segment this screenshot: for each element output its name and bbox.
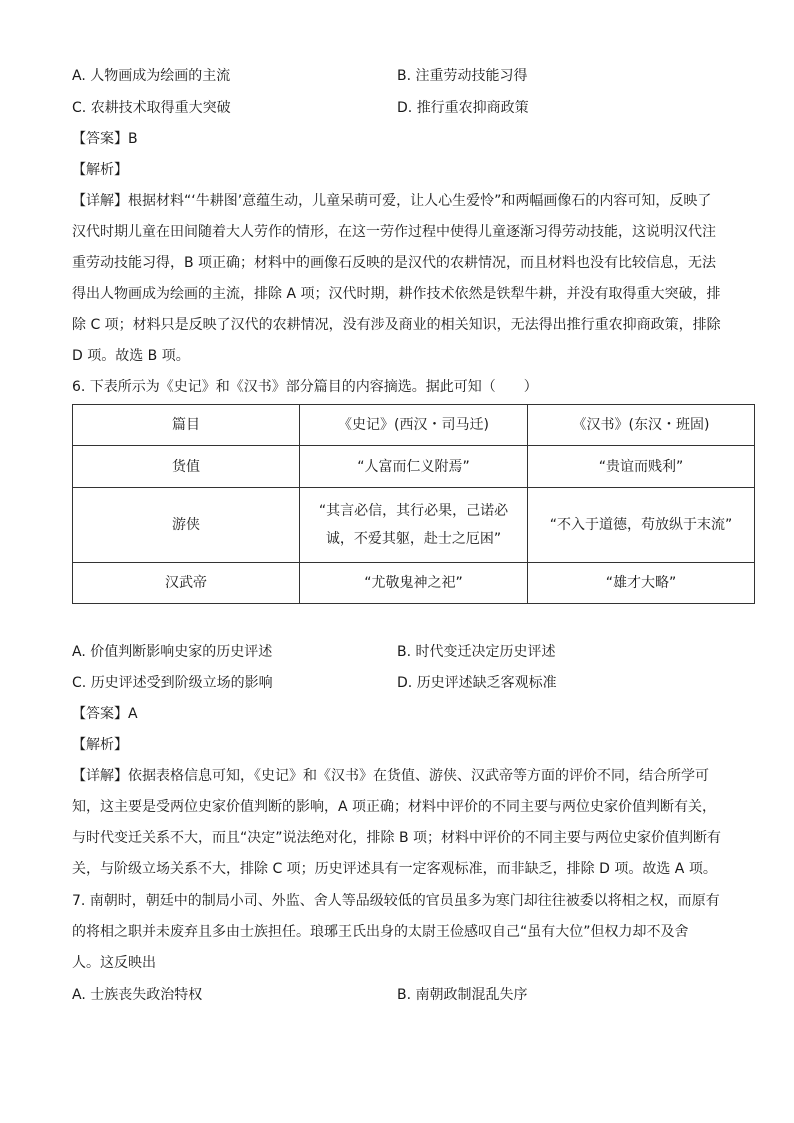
analysis-label: 【解析】: [72, 737, 128, 753]
table-header-cell: 《史记》(西汉・司马迁): [300, 405, 528, 446]
table-cell: “尤敬鬼神之祀”: [300, 563, 528, 604]
question-7-stem: 人。这反映出: [72, 955, 156, 971]
analysis-label: 【解析】: [72, 162, 128, 178]
answer-label: 【答案】A: [72, 706, 138, 722]
table-header-row: [73, 405, 755, 446]
detail-line: 除 C 项；材料只是反映了汉代的农耕情况，没有涉及商业的相关知识，无法得出推行重农抑商政策，排除: [72, 317, 721, 333]
comparison-table: [72, 404, 755, 604]
table-row: [73, 488, 755, 563]
table-cell-line: 诚，不爱其躯，赴士之厄困”: [325, 531, 502, 547]
option-c: C. 历史评述受到阶级立场的影响: [72, 675, 273, 691]
table-cell: [300, 488, 528, 563]
table-header-cell: 《汉书》(东汉・班固): [528, 405, 755, 446]
detail-line: D 项。故选 B 项。: [72, 348, 190, 364]
detail-line: 重劳动技能习得，B 项正确；材料中的画像石反映的是汉代的农耕情况，而且材料也没有比较信息，无法: [72, 255, 717, 271]
detail-line: 汉代时期儿童在田间随着大人劳作的情形，在这一劳作过程中使得儿童逐渐习得劳动技能，这说明汉代注: [72, 224, 716, 240]
table-cell: “人富而仁义附焉”: [300, 446, 528, 488]
option-d: D. 推行重农抑商政策: [397, 100, 529, 116]
table-row: [73, 563, 755, 604]
option-c: C. 农耕技术取得重大突破: [72, 100, 231, 116]
detail-line: 关，与阶级立场关系不大，排除 C 项；历史评述具有一定客观标准，而非缺乏，排除 D 项。故选 A 项。: [72, 861, 717, 877]
question-6-stem: 6. 下表所示为《史记》和《汉书》部分篇目的内容摘选。据此可知（ ）: [72, 379, 538, 395]
question-7-stem: 7. 南朝时，朝廷中的制局小司、外监、舍人等品级较低的官员虽多为寒门却往往被委以将相之权，而原有: [72, 893, 720, 909]
detail-line: 【详解】根据材料“‘牛耕图’意蕴生动，儿童呆萌可爱，让人心生爱怜”和两幅画像石的内容可知，反映了: [72, 193, 712, 209]
option-b: B. 南朝政制混乱失序: [397, 987, 528, 1003]
table-header-cell: 篇目: [73, 405, 300, 446]
question-7-stem: 的将相之职并未废弃且多由士族担任。琅琊王氏出身的太尉王俭感叹自己“虽有大位”但权力却不及舍: [72, 924, 689, 940]
table-cell-line: “其言必信，其行必果，己诺必: [318, 503, 509, 519]
table-row: [73, 446, 755, 488]
table-cell: “不入于道德，苟放纵于末流”: [528, 488, 755, 563]
table-cell: 货值: [73, 446, 300, 488]
option-a: A. 价值判断影响史家的历史评述: [72, 644, 273, 660]
table-cell: 游侠: [73, 488, 300, 563]
option-b: B. 时代变迁决定历史评述: [397, 644, 556, 660]
table-cell: “雄才大略”: [528, 563, 755, 604]
detail-line: 与时代变迁关系不大，而且“决定”说法绝对化，排除 B 项；材料中评价的不同主要与两位史家价值判断有: [72, 830, 722, 846]
table-cell: “贵谊而贱利”: [528, 446, 755, 488]
option-b: B. 注重劳动技能习得: [397, 68, 528, 84]
option-a: A. 人物画成为绘画的主流: [72, 68, 231, 84]
detail-line: 知，这主要是受两位史家价值判断的影响，A 项正确；材料中评价的不同主要与两位史家价值判断有关，: [72, 799, 717, 815]
option-a: A. 士族丧失政治特权: [72, 987, 203, 1003]
answer-label: 【答案】B: [72, 131, 138, 147]
detail-line: 得出人物画成为绘画的主流，排除 A 项；汉代时期，耕作技术依然是铁犁牛耕，并没有取得重大突破，排: [72, 286, 721, 302]
option-d: D. 历史评述缺乏客观标准: [397, 675, 557, 691]
table-cell: 汉武帝: [73, 563, 300, 604]
detail-line: 【详解】依据表格信息可知，《史记》和《汉书》在货值、游侠、汉武帝等方面的评价不同，结合所学可: [72, 768, 709, 784]
